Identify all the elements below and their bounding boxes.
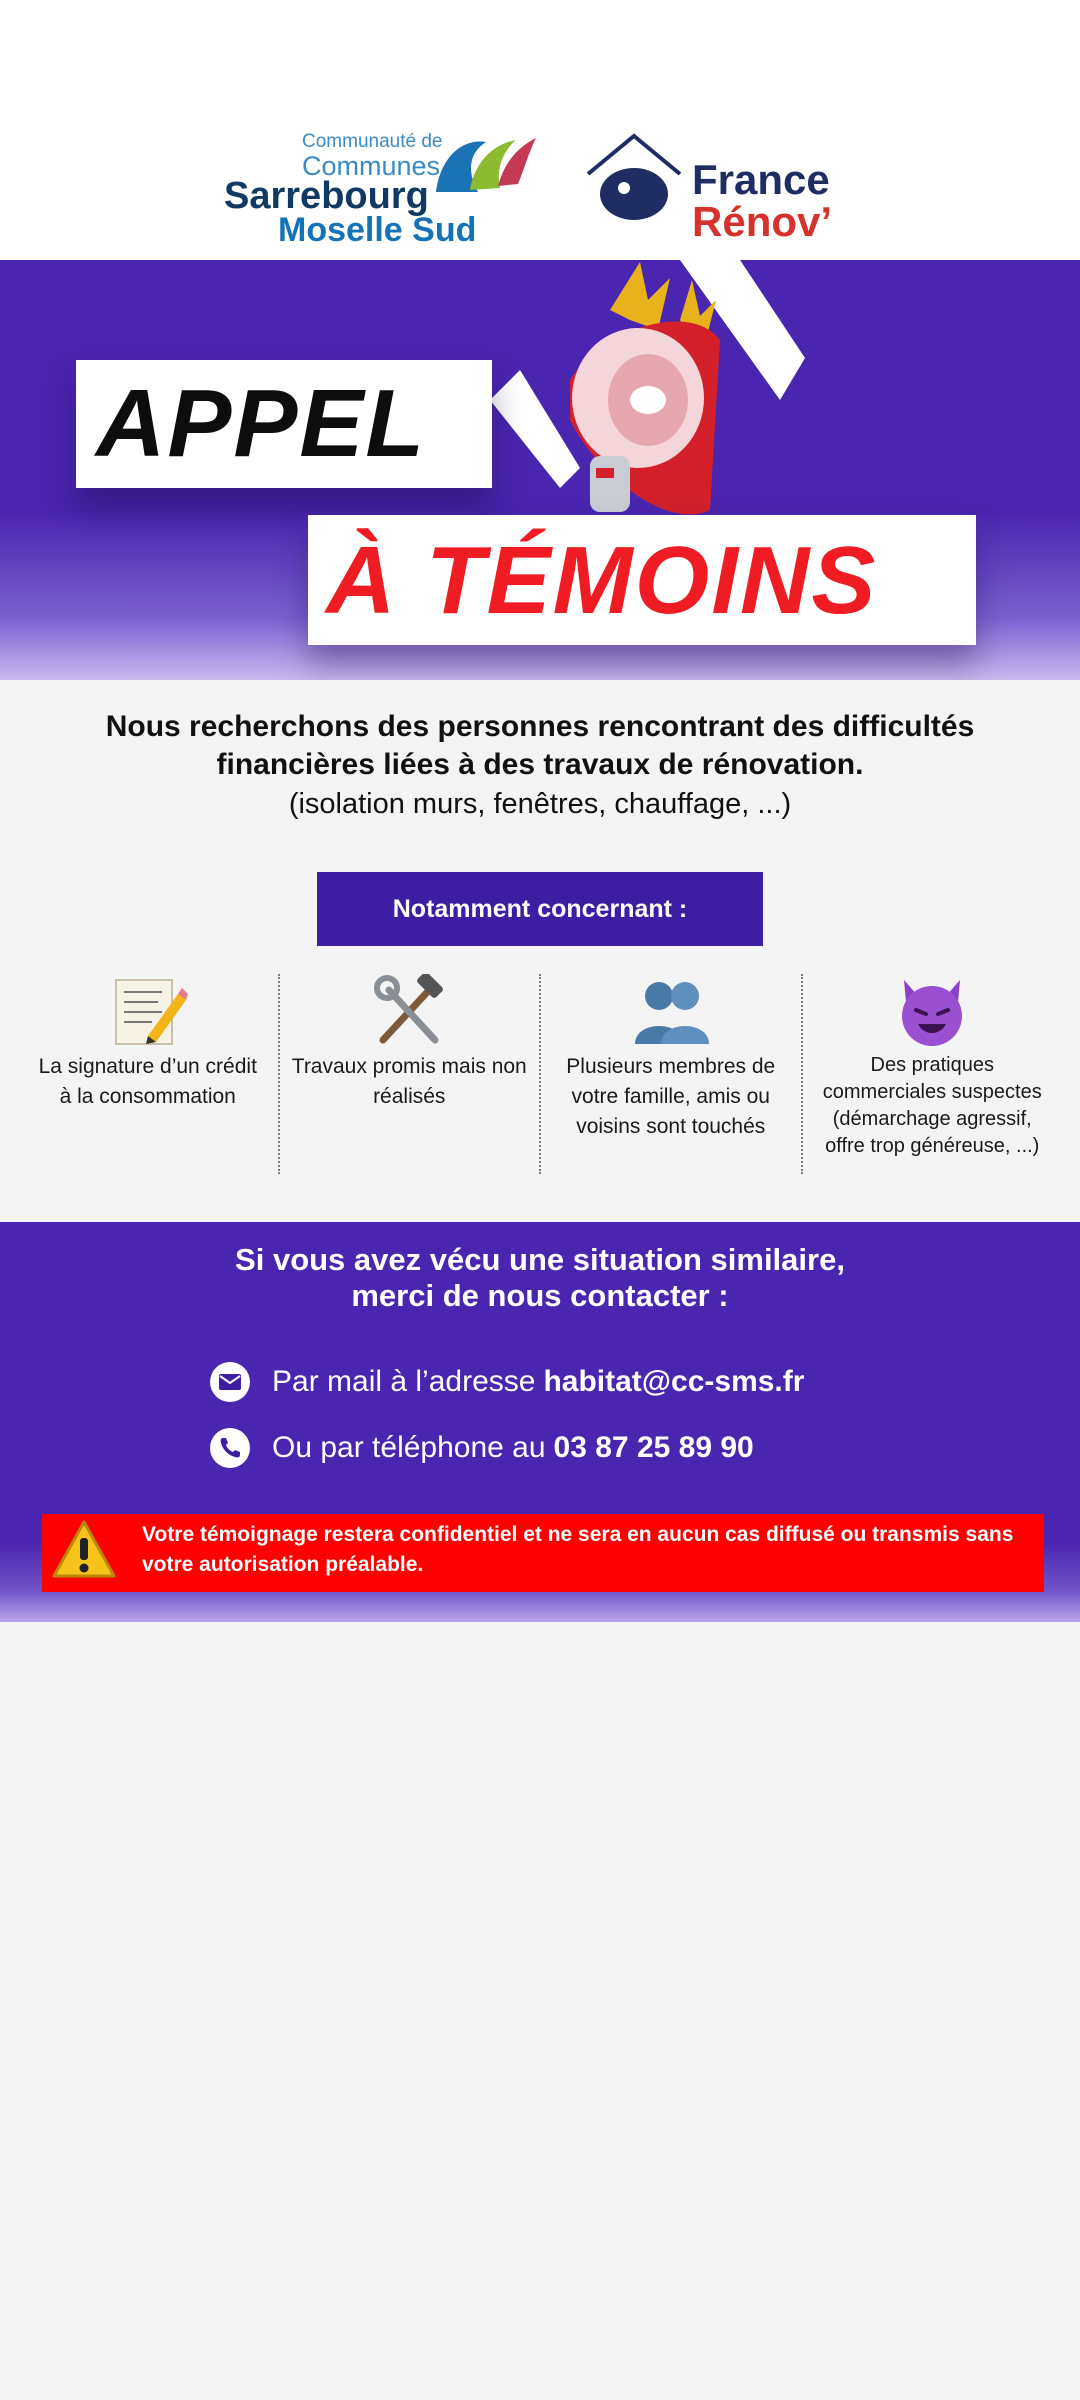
concern-label: Notamment concernant :: [392, 894, 688, 923]
contact-phone-row: [210, 1426, 754, 1470]
warning-icon: [50, 1518, 118, 1582]
concern-text-credit: La signature d’un crédit à la consommation: [38, 1055, 257, 1108]
concern-column-works: [278, 974, 540, 1174]
france-renov-line1: France: [692, 156, 830, 203]
smiling-devil-icon: [892, 974, 972, 1048]
phone-icon: [210, 1428, 250, 1468]
hero-banner: [0, 260, 1080, 680]
empty-footer-area: [0, 1622, 1080, 2400]
contact-mail-row: [210, 1360, 804, 1404]
concern-text-works: Travaux promis mais non réalisés: [291, 1055, 527, 1108]
france-renov-line2: Rénov’: [692, 198, 833, 245]
temoins-heading: À TÉMOINS: [326, 527, 878, 634]
france-renov-logo: [584, 130, 864, 250]
hammer-wrench-icon: [369, 974, 449, 1048]
intro-block: [0, 708, 1080, 824]
phone-prefix: Ou par téléphone au: [272, 1431, 546, 1464]
contact-title-line1: Si vous avez vécu une situation similaire,: [235, 1242, 845, 1277]
appel-heading: APPEL: [96, 370, 427, 477]
ccsms-logo-line1: Communauté de: [302, 131, 443, 152]
concern-column-practices: [801, 974, 1063, 1174]
mail-prefix: Par mail à l’adresse: [272, 1365, 536, 1398]
envelope-icon: [210, 1362, 250, 1402]
mail-address-link[interactable]: habitat@cc-sms.fr: [543, 1365, 805, 1398]
warning-text: Votre témoignage restera confidentiel et ne sera en aucun cas diffusé ou transmis sans votre autorisation préalable.: [142, 1523, 1014, 1576]
contact-title: [0, 1242, 1080, 1314]
ccsms-logo-line2: Communes: [302, 151, 441, 181]
concern-column-credit: [18, 974, 278, 1174]
appel-box: [76, 360, 492, 488]
ccsms-logo-line3: Sarrebourg: [224, 175, 429, 217]
phone-number-link[interactable]: 03 87 25 89 90: [553, 1431, 754, 1464]
people-icon: [631, 974, 711, 1048]
temoins-box: [308, 515, 976, 645]
house-icon: [584, 130, 688, 230]
memo-pencil-icon: [108, 974, 188, 1048]
confidential-warning: [42, 1514, 1044, 1592]
contact-title-line2: merci de nous contacter :: [351, 1278, 729, 1313]
concern-banner: [317, 872, 763, 946]
concern-text-practices: Des pratiques commerciales suspectes (démarchage agressif, offre trop généreuse, ...): [822, 1054, 1042, 1157]
ccsms-logo-line4: Moselle Sud: [278, 211, 477, 249]
ccsms-logo: [222, 126, 542, 249]
intro-line2: financières liées à des travaux de rénovation.: [216, 748, 864, 781]
concern-columns: [18, 974, 1062, 1174]
concern-text-family: Plusieurs membres de votre famille, amis ou voisins sont touchés: [566, 1055, 776, 1138]
ccsms-leaf-icon: [430, 130, 540, 200]
logo-header: [0, 0, 1080, 260]
intro-line1: Nous recherchons des personnes rencontrant des difficultés: [105, 710, 975, 743]
megaphone-icon: [540, 260, 820, 540]
concern-column-family: [539, 974, 801, 1174]
intro-subtitle: (isolation murs, fenêtres, chauffage, ...): [288, 788, 792, 820]
